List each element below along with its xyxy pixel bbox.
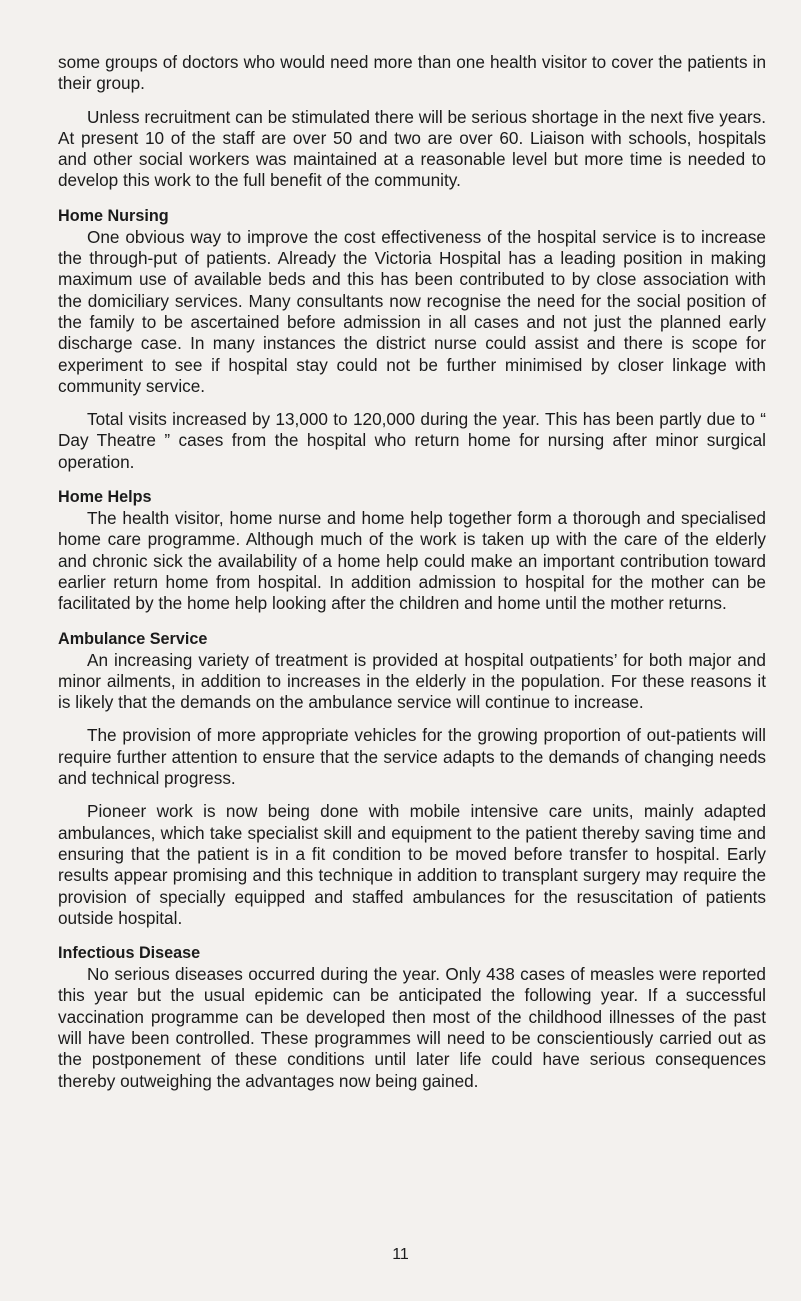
paragraph: No serious diseases occurred during the year. Only 438 cases of measles were reported this year but the usual epidemic can be anticipated the following year. If a successful vaccination programme can be developed then most of the childhood illnesses of the past will have been controlled. These programmes will need to be conscientiously carried out as the postponement of these conditions until later life could have serious consequences thereby outweighing the advantages now being gained. [58,964,766,1091]
continued-paragraph: some groups of doctors who would need more than one health visitor to cover the patients in their group. [58,52,766,94]
section-heading: Ambulance Service [58,629,208,648]
paragraph: One obvious way to improve the cost effectiveness of the hospital service is to increase the through-put of patients. Already the Victoria Hospital has a leading position in making maximum use of available beds and this has been contributed to by close association with the domiciliary services. Many consultants now recognise the need for the social position of the family to be ascertained before admission in all cases and not just the planned early discharge case. In many instances the district nurse could assist and there is scope for experiment to see if hospital stay could not be further minimised by closer linkage with community service. [58,226,766,396]
section-heading: Infectious Disease [58,944,201,963]
section-heading: Home Helps [58,488,152,507]
paragraph: The provision of more appropriate vehicles for the growing proportion of out-patients will require further attention to ensure that the service adapts to the demands of changing needs and technical progress. [58,725,766,789]
paragraph: An increasing variety of treatment is provided at hospital outpatients’ for both major and minor ailments, in addition to increases in the elderly in the population. For these reasons it is likely that the demands on the ambulance service will continue to increase. [58,649,766,713]
section-home-helps [58,487,766,614]
paragraph: The health visitor, home nurse and home help together form a thorough and specialised home care programme. Although much of the work is taken up with the care of the elderly and chronic sick the availability of a home help could make an important contribution toward earlier return home from hospital. In addition admission to hospital for the mother can be facilitated by the home help looking after the children and home until the mother returns. [58,508,766,614]
staffing-paragraph: Unless recruitment can be stimulated there will be serious shortage in the next five years. At present 10 of the staff are over 50 and two are over 60. Liaison with schools, hospitals and other social workers was maintained at a reasonable level but more time is needed to develop this work to the full benefit of the community. [58,106,766,191]
paragraph: Pioneer work is now being done with mobile intensive care units, mainly adapted ambulances, which take specialist skill and equipment to the patient thereby saving time and ensuring that the patient is in a fit condition to be moved before transfer to hospital. Early results appear promising and this technique in addition to transplant surgery may require the provision of specially equipped and staffed ambulances for the resuscitation of patients outside hospital. [58,801,766,928]
section-infectious-disease [58,943,766,1092]
section-home-nursing [58,206,766,473]
page-number: 11 [392,1246,409,1263]
section-heading: Home Nursing [58,206,169,225]
paragraph: Total visits increased by 13,000 to 120,000 during the year. This has been partly due to “ Day Theatre ” cases from the hospital who return home for nursing after minor surgical operation. [58,409,766,472]
document-page [58,52,766,1092]
section-ambulance-service [58,629,766,930]
